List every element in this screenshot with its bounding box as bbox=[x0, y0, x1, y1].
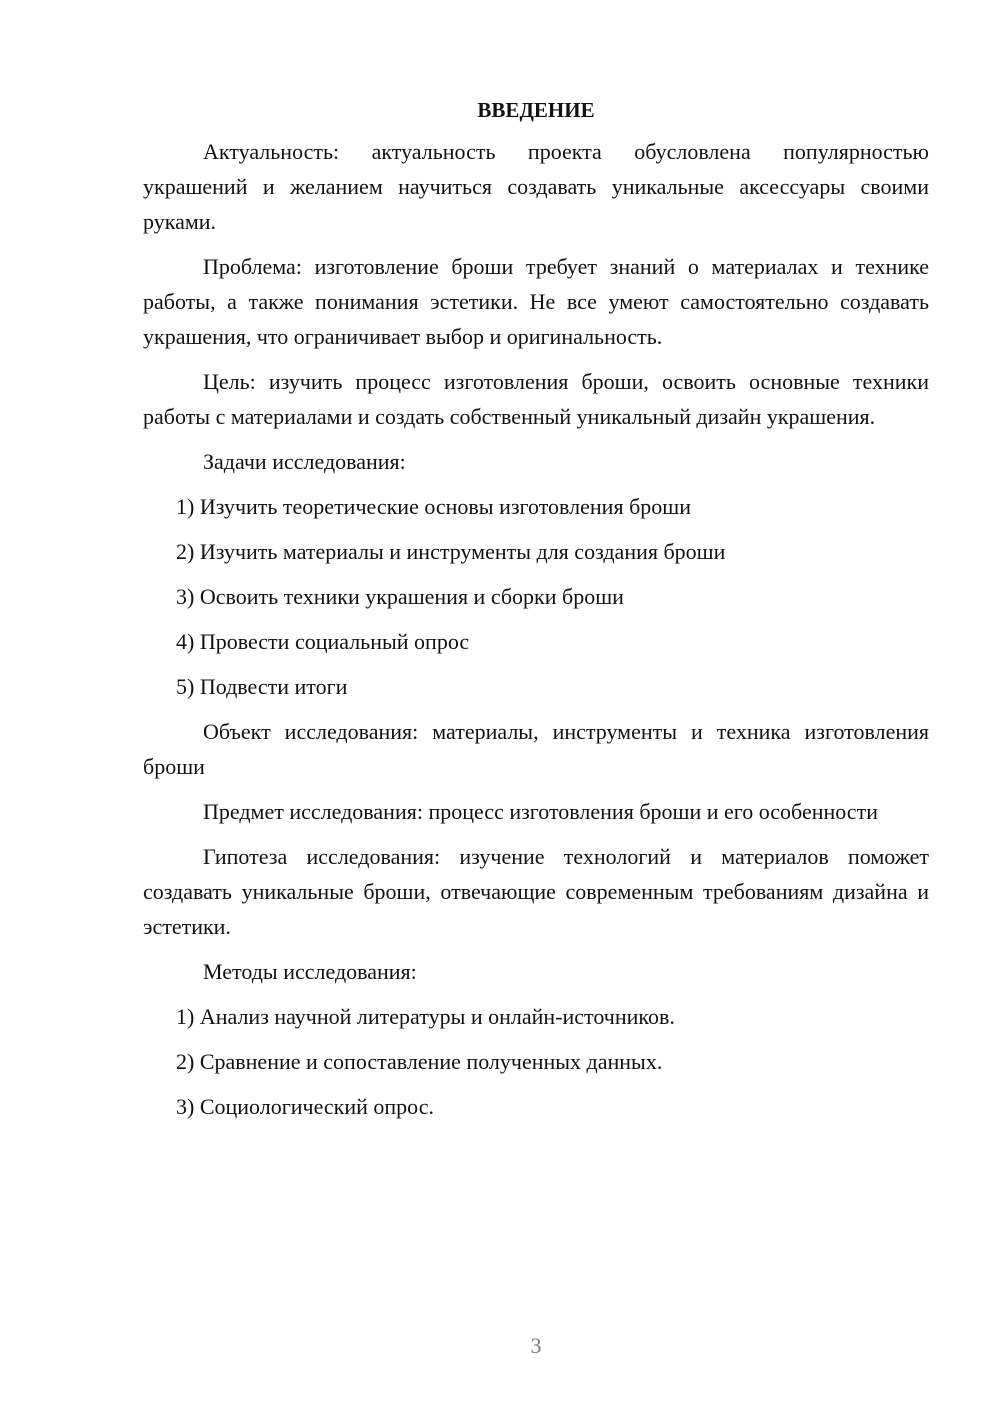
list-item: 2) Изучить материалы и инструменты для создания броши bbox=[176, 539, 726, 564]
problem-paragraph: Проблема: изготовление броши требует знаний о материалах и технике работы, а также понимания эстетики. Не все умеют самостоятельно создавать украшения, что ограничивает выбор и оригинальность. bbox=[143, 254, 929, 349]
page-title: ВВЕДЕНИЕ bbox=[477, 98, 595, 122]
methods-list bbox=[143, 999, 929, 1124]
tasks-list bbox=[143, 489, 929, 704]
tasks-heading: Задачи исследования: bbox=[203, 449, 406, 474]
relevance-paragraph: Актуальность: актуальность проекта обусловлена популярностью украшений и желанием научиться создавать уникальные аксессуары своими руками. bbox=[143, 139, 929, 234]
hypothesis-paragraph: Гипотеза исследования: изучение технологий и материалов поможет создавать уникальные броши, отвечающие современным требованиям дизайна и эстетики. bbox=[143, 844, 929, 939]
list-item: 1) Изучить теоретические основы изготовления броши bbox=[176, 494, 691, 519]
object-paragraph: Объект исследования: материалы, инструменты и техника изготовления броши bbox=[143, 719, 929, 779]
subject-paragraph: Предмет исследования: процесс изготовления броши и его особенности bbox=[203, 799, 878, 824]
list-item: 5) Подвести итоги bbox=[176, 674, 348, 699]
page-content bbox=[143, 92, 929, 1134]
goal-paragraph: Цель: изучить процесс изготовления броши, освоить основные техники работы с материалами и создать собственный уникальный дизайн украшения. bbox=[143, 369, 929, 429]
page-number: 3 bbox=[530, 1333, 542, 1358]
list-item: 3) Социологический опрос. bbox=[176, 1094, 434, 1119]
list-item: 4) Провести социальный опрос bbox=[176, 629, 470, 654]
list-item: 1) Анализ научной литературы и онлайн-источников. bbox=[176, 1004, 675, 1029]
methods-heading: Методы исследования: bbox=[203, 959, 417, 984]
list-item: 3) Освоить техники украшения и сборки броши bbox=[176, 584, 624, 609]
list-item: 2) Сравнение и сопоставление полученных данных. bbox=[176, 1049, 663, 1074]
